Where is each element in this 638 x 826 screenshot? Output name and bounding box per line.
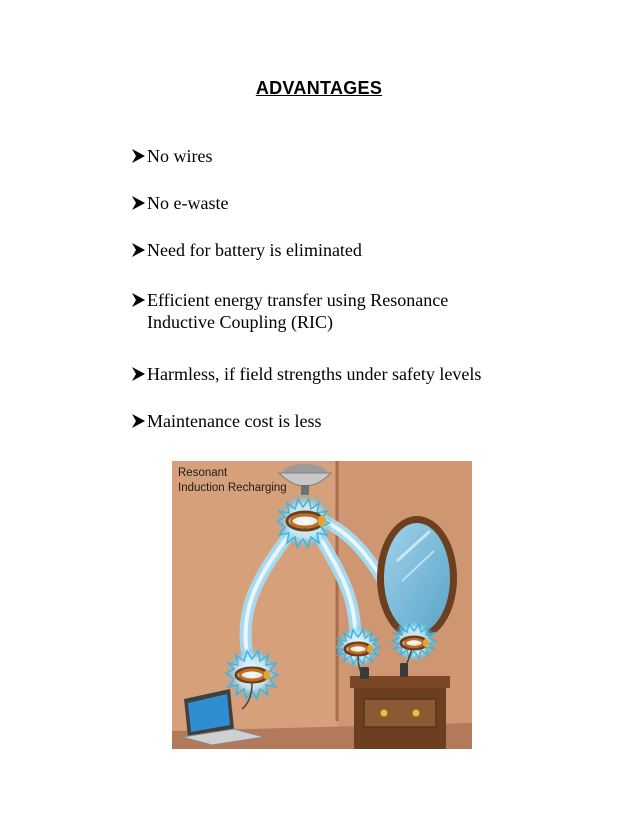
figure-label-line-1: Resonant [178,467,228,479]
resonant-induction-illustration [172,461,472,749]
list-item-text: No wires [147,146,213,166]
list-item-text: Maintenance cost is less [147,411,322,431]
list-item [131,410,321,432]
list-item-text-line-2: Inductive Coupling (RIC) [147,312,333,332]
arrowhead-bullet-icon [131,147,147,165]
room-illustration [172,461,472,749]
arrowhead-bullet-icon [131,291,147,309]
list-item-text [147,289,448,333]
phone-device [360,667,369,679]
list-item-text: Need for battery is eliminated [147,240,362,260]
page-title: ADVANTAGES [255,78,383,98]
list-item [131,239,362,261]
arrowhead-bullet-icon [131,194,147,212]
list-item-text: No e-waste [147,193,229,213]
figure-label-line-2: Induction Recharging [178,482,287,494]
arrowhead-bullet-icon [131,365,147,383]
phone-device [400,663,408,677]
list-item [131,192,228,214]
list-item [131,289,448,333]
dresser [350,676,450,749]
list-item [131,363,481,385]
arrowhead-bullet-icon [131,412,147,430]
arrowhead-bullet-icon [131,241,147,259]
list-item [131,145,213,167]
list-item-text-line-1: Efficient energy transfer using Resonance [147,290,449,310]
transmitter-coil [277,493,333,549]
list-item-text: Harmless, if field strengths under safety levels [147,364,482,384]
